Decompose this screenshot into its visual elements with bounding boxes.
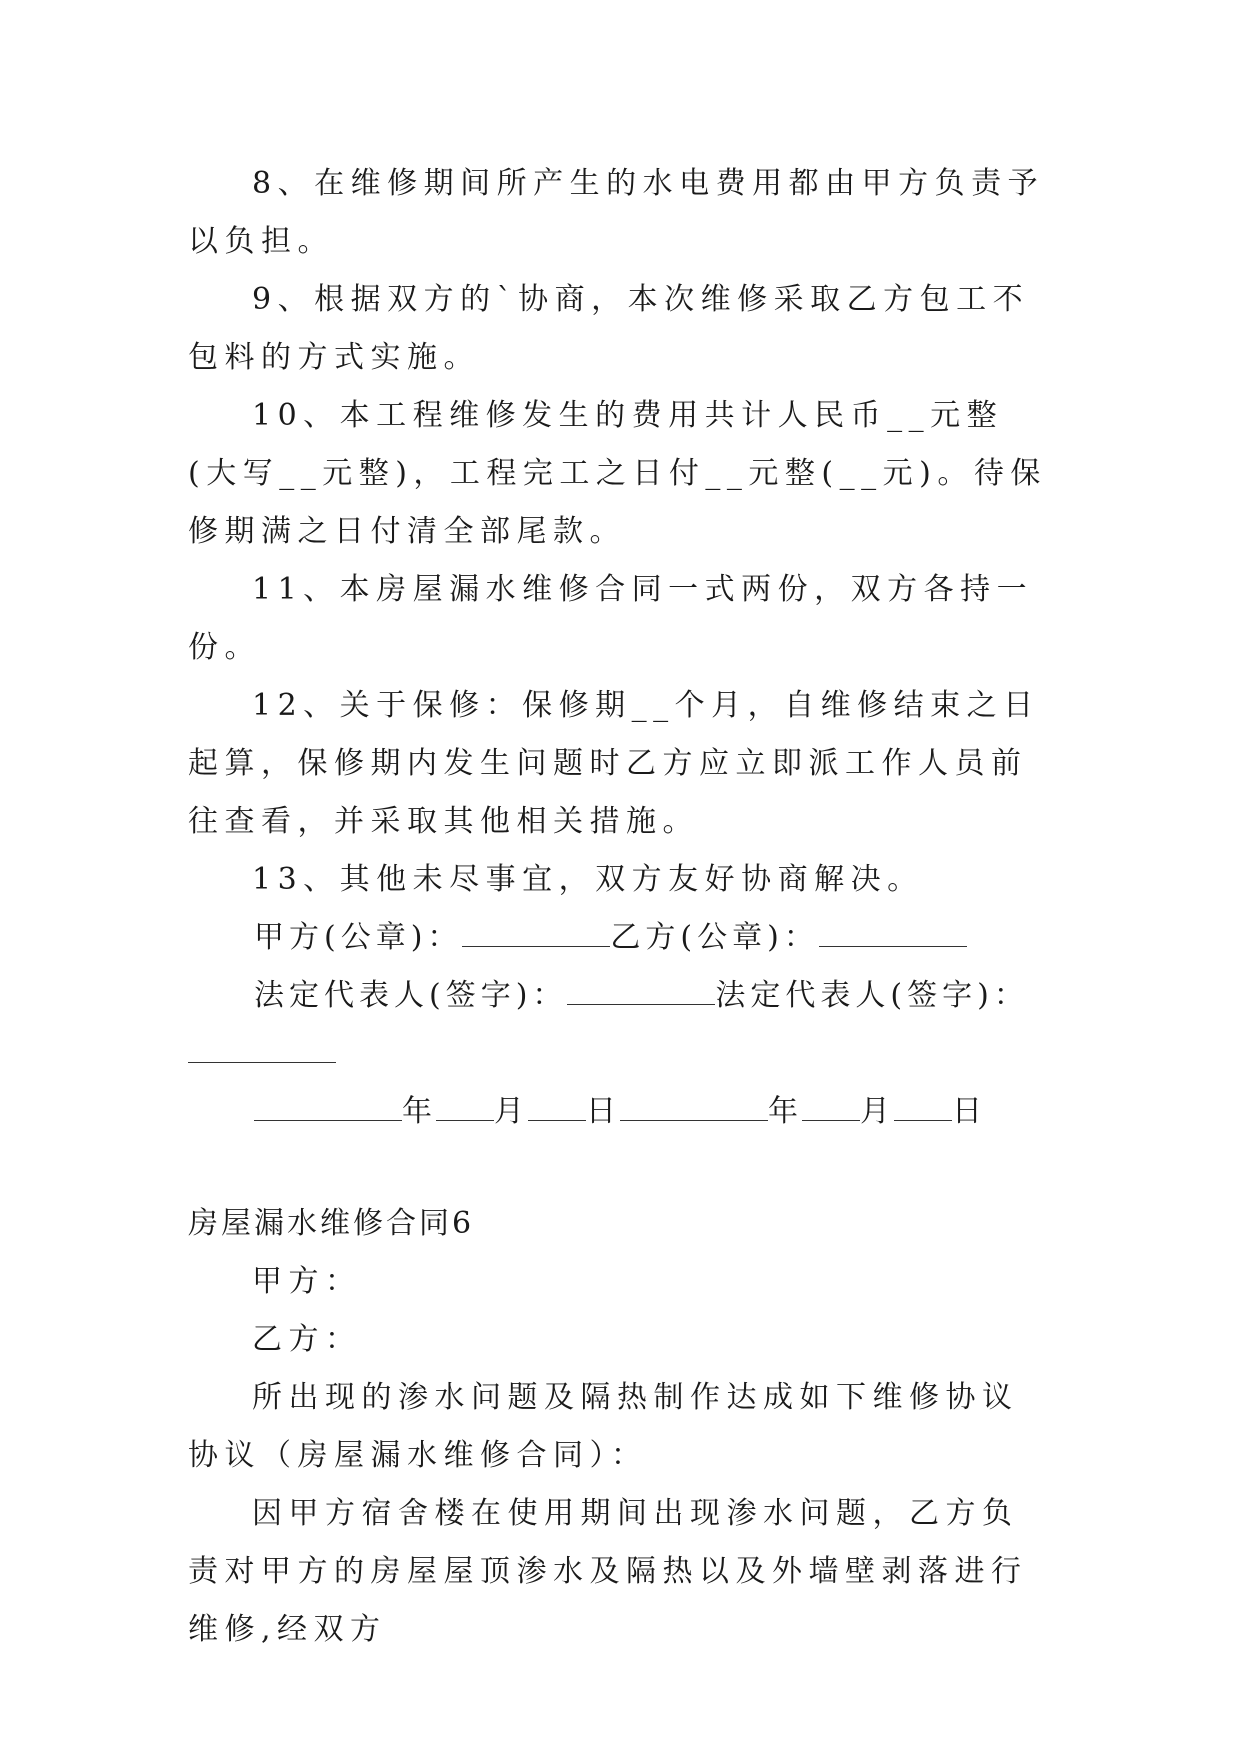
- contract-6-party-a: 甲方：: [252, 1264, 362, 1299]
- clause-10: 10、本工程维修发生的费用共计人民币__元整(大写__元整)，工程完工之日付__元整(__元)。待保修期满之日付清全部尾款。: [188, 398, 1047, 549]
- month-a-label: 月: [494, 1094, 528, 1129]
- year-a-label: 年: [402, 1094, 436, 1129]
- clause-11: 11、本房屋漏水维修合同一式两份，双方各持一份。: [188, 572, 1034, 665]
- contract-6-party-b: 乙方：: [252, 1322, 362, 1357]
- month-a-blank: [436, 1098, 494, 1121]
- rep-b-blank: [188, 1040, 336, 1063]
- day-a-blank: [528, 1098, 586, 1121]
- rep-a-blank: [567, 982, 715, 1005]
- day-b-label: 日: [952, 1094, 986, 1129]
- year-b-blank: [620, 1098, 768, 1121]
- month-b-blank: [802, 1098, 860, 1121]
- year-a-blank: [254, 1098, 402, 1121]
- party-a-seal-label: 甲方(公章)：: [254, 920, 463, 955]
- year-b-label: 年: [768, 1094, 802, 1129]
- rep-b-label: 法定代表人(签字)：: [715, 978, 1029, 1013]
- clause-9: 9、根据双方的`协商，本次维修采取乙方包工不包料的方式实施。: [188, 282, 1030, 375]
- party-b-seal-label: 乙方(公章)：: [610, 920, 819, 955]
- day-b-blank: [894, 1098, 952, 1121]
- rep-b-blank-line: [188, 1025, 1048, 1083]
- seal-line: [254, 909, 1048, 967]
- document-page: [188, 155, 1048, 1659]
- contract-6-body: 因甲方宿舍楼在使用期间出现渗水问题，乙方负责对甲方的房屋屋顶渗水及隔热以及外墙壁剥落进行维修,经双方: [188, 1496, 1028, 1647]
- representative-line: [254, 967, 1048, 1025]
- contract-6-title: 房屋漏水维修合同6: [188, 1206, 475, 1241]
- month-b-label: 月: [860, 1094, 894, 1129]
- day-a-label: 日: [586, 1094, 620, 1129]
- party-a-seal-blank: [462, 924, 610, 947]
- party-b-seal-blank: [819, 924, 967, 947]
- clause-12: 12、关于保修：保修期__个月，自维修结束之日起算，保修期内发生问题时乙方应立即派工作人员前往查看，并采取其他相关措施。: [188, 688, 1040, 839]
- clause-13: 13、其他未尽事宜，双方友好协商解决。: [252, 862, 924, 897]
- section-gap: [188, 1141, 1048, 1195]
- clause-8: 8、在维修期间所产生的水电费用都由甲方负责予以负担。: [188, 166, 1045, 259]
- rep-a-label: 法定代表人(签字)：: [254, 978, 568, 1013]
- contract-6-intro: 所出现的渗水问题及隔热制作达成如下维修协议协议（房屋漏水维修合同）：: [188, 1380, 1019, 1473]
- date-line: [254, 1083, 1048, 1141]
